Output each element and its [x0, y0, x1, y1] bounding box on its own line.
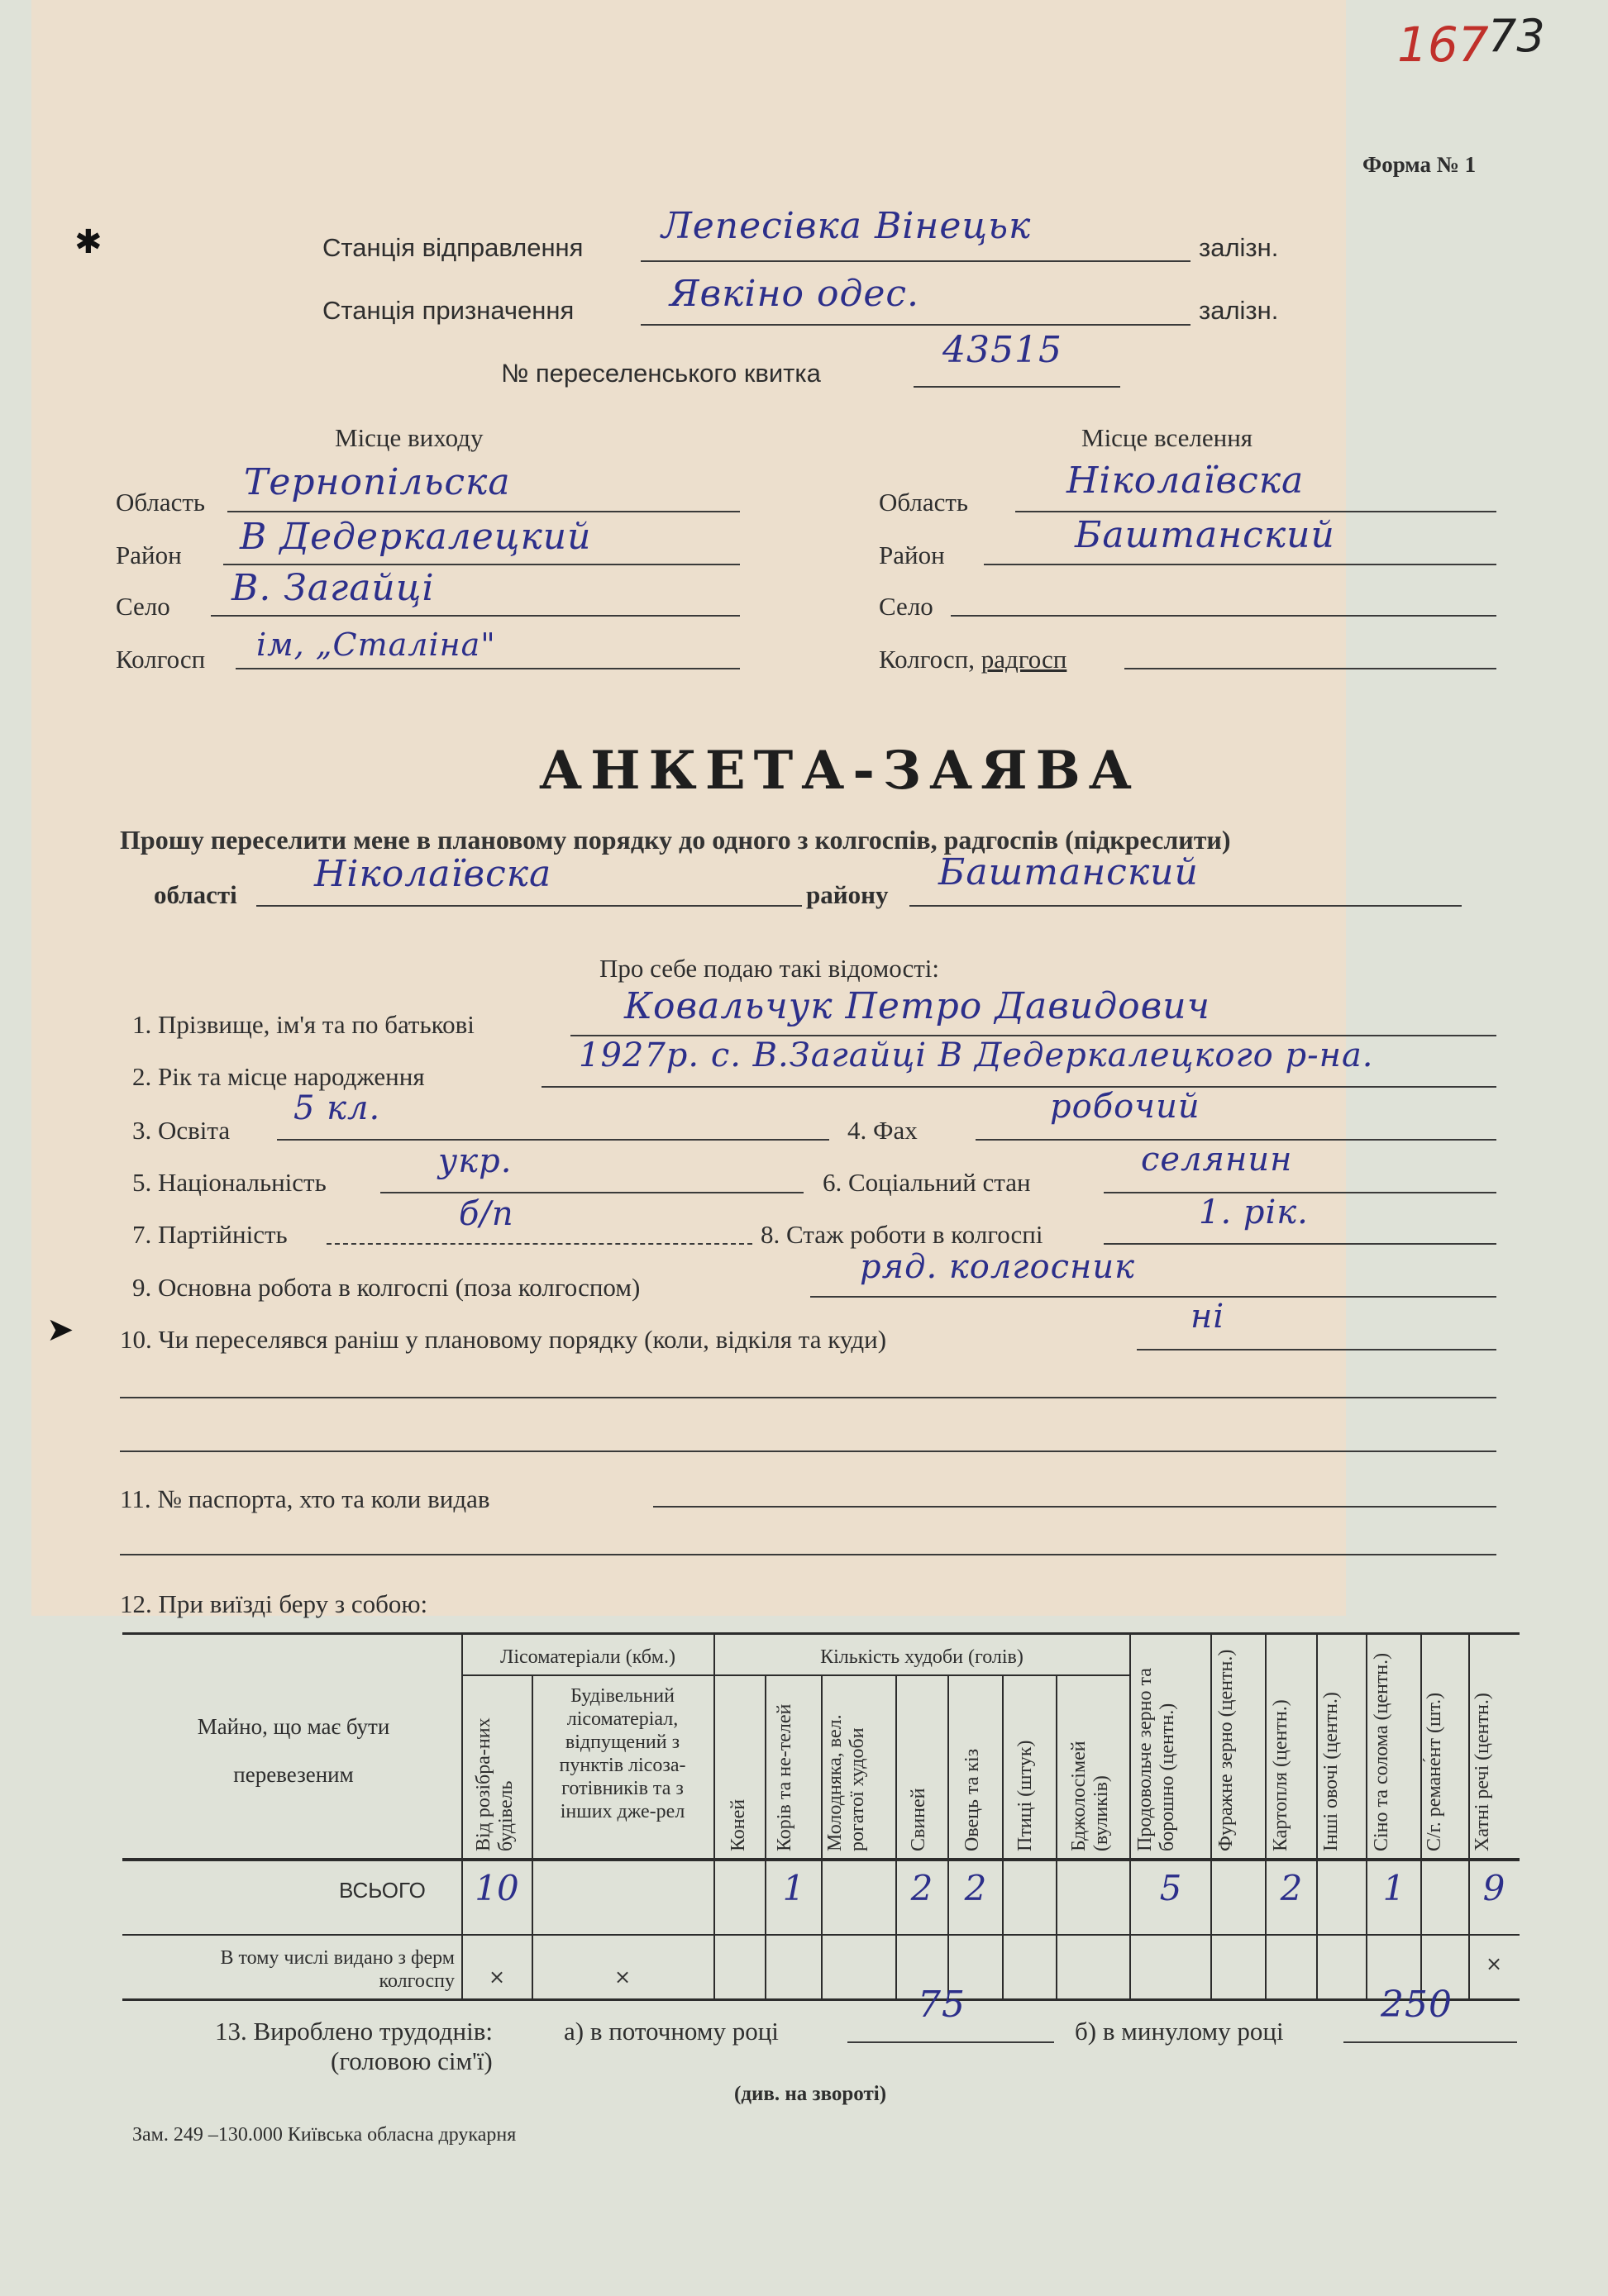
q6-label: 6. Соціальний стан [823, 1168, 1031, 1197]
q3-value: 5 кл. [293, 1089, 381, 1127]
workdays-b-value: 250 [1381, 1984, 1453, 2026]
origin-oblast-label: Область [116, 488, 206, 517]
destination-raion-label: Район [879, 541, 945, 569]
table-vline [1002, 1674, 1004, 1998]
table-vline [1210, 1632, 1212, 1998]
table-vline [895, 1674, 897, 1998]
table-vline [765, 1674, 766, 1998]
q6-value: селянин [1141, 1141, 1293, 1179]
q10-line-1 [1137, 1349, 1496, 1350]
workdays-sub: (головою сім'ї) [331, 2046, 493, 2075]
destination-oblast-label: Область [879, 488, 969, 517]
lumber-group-header: Лісоматеріали (кбм.) [500, 1646, 675, 1668]
col-header-12: Інші овочі (центн.) [1320, 1692, 1342, 1851]
col-header-2: Коней [728, 1798, 749, 1851]
destination-radhosp-label: радгосп [981, 645, 1067, 674]
row-farm-label: В тому числі видано з ферм колгоспу [220, 1947, 455, 1992]
origin-selo-label: Село [116, 592, 170, 621]
row-total-label: ВСЬОГО [339, 1878, 426, 1903]
table-vline [461, 1632, 463, 1998]
col-header-3: Корів та не-телей [774, 1703, 795, 1851]
q11-line-1 [653, 1506, 1496, 1508]
q5-line [380, 1192, 804, 1193]
q8-label: 8. Стаж роботи в колгоспі [761, 1220, 1043, 1249]
destination-kolhosp-label-a: Колгосп, [879, 645, 981, 674]
workdays-b-line [1343, 2041, 1517, 2043]
origin-selo-value: В. Загайці [231, 567, 435, 609]
ticket-value: 43515 [942, 329, 1062, 371]
col-header-1: Будівельний лісоматеріал, відпущений з пунктів лісоза-готівників та з інших дже-рел [559, 1685, 686, 1822]
q10-line-2 [120, 1397, 1496, 1398]
origin-kolhosp-value: ім, „Сталіна" [256, 626, 496, 663]
table-vline [821, 1674, 823, 1998]
origin-raion-value: В Дедеркалецкий [240, 516, 592, 558]
q10-value: ні [1190, 1298, 1225, 1336]
q1-label: 1. Прізвище, ім'я та по батькові [132, 1010, 475, 1039]
workdays-a-label: а) в поточному році [564, 2017, 779, 2046]
col-header-7: Птиці (штук) [1014, 1740, 1036, 1851]
destination-raion-line [984, 564, 1496, 565]
form-number: Форма № 1 [1362, 152, 1477, 177]
total-value-15: 9 [1482, 1868, 1505, 1908]
ticket-label: № переселенського квитка [501, 359, 821, 388]
farm-value-1: × [613, 1965, 632, 1989]
table-vline [1316, 1632, 1318, 1998]
col-header-10: Фуражне зерно (центн.) [1215, 1649, 1237, 1851]
q10-label: 10. Чи переселявся раніш у плановому порядку (коли, відкіля та куди) [120, 1325, 887, 1354]
workdays-a-line [847, 2041, 1054, 2043]
margin-arrow-icon: ➤ [46, 1311, 74, 1349]
origin-selo-line [211, 615, 740, 617]
table-vline [1420, 1632, 1422, 1998]
total-value-0: 10 [475, 1868, 519, 1908]
q2-label: 2. Рік та місце народження [132, 1062, 425, 1091]
workdays-label: 13. Вироблено трудоднів: [215, 2017, 494, 2046]
col-header-14: С/г. ремане́нт (шт.) [1424, 1692, 1445, 1851]
q3-line [277, 1139, 829, 1141]
about-line: Про себе подаю такі відомості: [599, 954, 940, 983]
station-departure-line [641, 260, 1190, 262]
destination-selo-line [951, 615, 1496, 617]
destination-oblast-value: Ніколаївска [1066, 460, 1305, 502]
station-destination-line [641, 324, 1190, 326]
station-destination-value: Явкіно одес. [670, 273, 919, 315]
table-vline [713, 1632, 715, 1998]
q5-label: 5. Національність [132, 1168, 327, 1197]
q9-line [810, 1296, 1496, 1298]
q4-value: робочий [1050, 1088, 1200, 1126]
destination-oblast-line [1015, 511, 1496, 512]
table-vline [947, 1674, 949, 1998]
q11-label: 11. № паспорта, хто та коли видав [120, 1484, 490, 1513]
request-raion-line [909, 905, 1462, 907]
request-raion-value: Баштанский [938, 851, 1199, 893]
table-vline [1265, 1632, 1267, 1998]
col-header-5: Свиней [908, 1788, 929, 1851]
q1-value: Ковальчук Петро Давидович [624, 985, 1210, 1027]
q3-label: 3. Освіта [132, 1116, 231, 1145]
document-title: АНКЕТА-ЗАЯВА [539, 740, 1140, 802]
station-destination-suffix: залізн. [1199, 296, 1279, 325]
destination-kolhosp-line [1124, 668, 1496, 669]
col-header-15: Хатні речі (центн.) [1472, 1693, 1493, 1851]
workdays-a-value: 75 [918, 1984, 966, 2026]
col-header-11: Картопля (центн.) [1270, 1699, 1291, 1851]
col-header-8: Бджолосімей (вуликів) [1068, 1741, 1112, 1851]
destination-raion-value: Баштанский [1075, 514, 1335, 556]
q2-value: 1927р. с. В.Загайці В Дедеркалецкого р-на. [579, 1036, 1374, 1074]
workdays-b-label: б) в минулому році [1075, 2017, 1284, 2046]
station-departure-label: Станція відправлення [322, 233, 584, 262]
q4-label: 4. Фах [847, 1116, 918, 1145]
archive-number-red: 167 [1397, 17, 1489, 73]
margin-mark-icon: ✱ [74, 223, 103, 261]
table-bottom-border [122, 1998, 1520, 2001]
col-header-0: Від розібра-них будівель [473, 1717, 517, 1851]
origin-kolhosp-label: Колгосп [116, 645, 206, 674]
col-header-4: Молодняка, вел. рогатої худоби [824, 1714, 868, 1851]
livestock-group-header: Кількість худоби (голів) [820, 1646, 1023, 1668]
origin-heading: Місце виходу [335, 423, 484, 452]
table-top-border [122, 1632, 1520, 1635]
origin-kolhosp-line [236, 668, 740, 669]
table-vline [532, 1674, 533, 1998]
table-vline [1366, 1632, 1367, 1998]
total-value-3: 1 [782, 1868, 805, 1908]
station-destination-label: Станція призначення [322, 296, 575, 325]
table-vline [1056, 1674, 1057, 1998]
total-value-9: 5 [1159, 1868, 1182, 1908]
col-header-6: Овець та кіз [961, 1748, 983, 1851]
col-header-13: Сіно та солома (центн.) [1371, 1652, 1392, 1851]
see-reverse-note: (див. на звороті) [734, 2083, 887, 2105]
origin-raion-line [223, 564, 740, 565]
farm-value-15: × [1485, 1952, 1503, 1975]
station-departure-value: Лепесівка Вінецьк [661, 205, 1032, 247]
q2-line [542, 1086, 1496, 1088]
request-oblast-line [256, 905, 802, 907]
origin-raion-label: Район [116, 541, 182, 569]
destination-kolhosp-label [879, 645, 1066, 674]
livestock-group-underline [713, 1674, 1129, 1676]
station-departure-suffix: залізн. [1199, 233, 1279, 262]
farm-value-0: × [488, 1965, 506, 1989]
q9-value: ряд. колгосник [860, 1248, 1136, 1286]
origin-oblast-line [227, 511, 740, 512]
table-vline [1468, 1632, 1470, 1998]
ticket-line [914, 386, 1120, 388]
q10-line-3 [120, 1450, 1496, 1452]
q7-value: б/п [459, 1195, 514, 1233]
lumber-group-underline [461, 1674, 713, 1676]
destination-heading: Місце вселення [1081, 423, 1253, 452]
q7-label: 7. Партійність [132, 1220, 288, 1249]
request-line: Прошу переселити мене в плановому порядку до одного з колгоспів, радгоспів (підкреслити) [120, 825, 1231, 855]
q9-label: 9. Основна робота в колгоспі (поза колгоспом) [132, 1273, 641, 1302]
request-oblast-value: Ніколаївска [314, 853, 552, 895]
col-header-9: Продовольче зерно та борошно (центн.) [1134, 1668, 1178, 1851]
request-oblast-label: області [154, 880, 237, 909]
request-raion-label: району [806, 880, 889, 909]
origin-oblast-value: Тернопільска [244, 461, 511, 503]
total-value-5: 2 [910, 1868, 933, 1908]
printer-note: Зам. 249 –130.000 Київська обласна друкарня [132, 2124, 517, 2146]
archive-number-black: 73 [1488, 10, 1545, 62]
total-value-13: 1 [1382, 1868, 1405, 1908]
total-value-11: 2 [1280, 1868, 1303, 1908]
q8-value: 1. рік. [1199, 1193, 1309, 1231]
q8-line [1104, 1243, 1496, 1245]
table-vline [1129, 1632, 1131, 1998]
q7-line [327, 1243, 752, 1245]
q5-value: укр. [438, 1142, 513, 1180]
total-value-6: 2 [964, 1868, 987, 1908]
property-header: Майно, що має бути перевезеним [197, 1714, 390, 1787]
destination-selo-label: Село [879, 592, 933, 621]
q11-line-2 [120, 1554, 1496, 1555]
q12-label: 12. При виїзді беру з собою: [120, 1589, 428, 1618]
